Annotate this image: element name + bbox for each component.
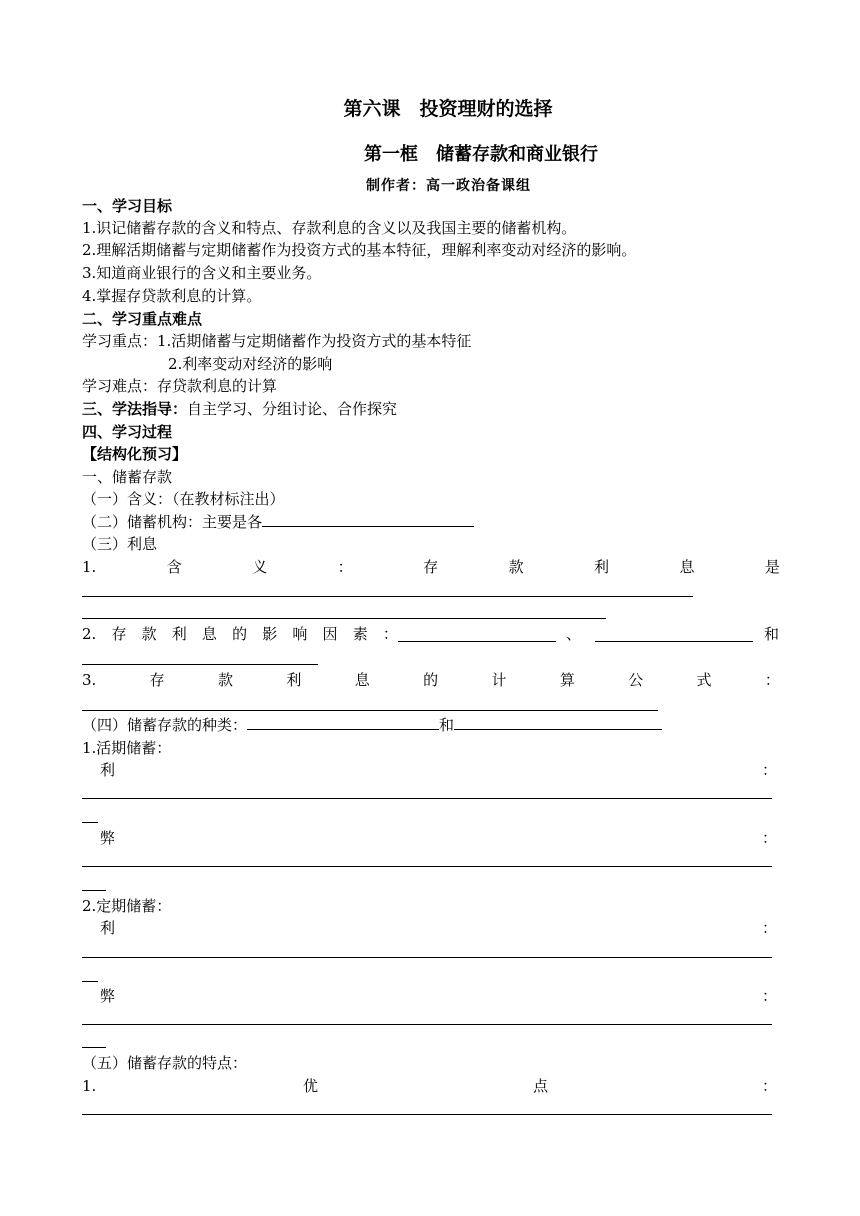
author-line: 制作者：高一政治备课组 — [366, 178, 531, 194]
char: 公 — [628, 671, 644, 689]
char: 因 — [322, 625, 338, 643]
char: 1. — [82, 558, 97, 576]
char: 利 — [171, 625, 187, 643]
answer-blank — [82, 1047, 106, 1048]
answer-blank — [82, 981, 98, 982]
preview-heading: 【结构化预习】 — [82, 445, 188, 463]
answer-blank — [82, 1114, 772, 1115]
char: 响 — [292, 625, 308, 643]
answer-blank — [82, 1024, 772, 1025]
factors-and: 和 — [764, 625, 780, 643]
objective-item: 3.知道商业银行的含义和主要业务。 — [82, 264, 322, 282]
char: ： — [382, 625, 398, 643]
char: 款 — [218, 671, 234, 689]
char: ： — [764, 671, 780, 689]
demand-deposit-heading: 1.活期储蓄： — [82, 739, 172, 757]
char: 息 — [679, 558, 695, 576]
answer-blank — [82, 866, 772, 867]
difficulty-line: 学习难点：存贷款利息的计算 — [82, 377, 278, 395]
char: 的 — [232, 625, 248, 643]
objectives-heading: 一、学习目标 — [82, 197, 173, 215]
answer-blank — [595, 641, 753, 642]
keypoints-heading: 二、学习重点难点 — [82, 310, 203, 328]
merits-char: 优 — [303, 1077, 319, 1095]
char: 的 — [423, 671, 439, 689]
focus-item-1: 1.活期储蓄与定期储蓄作为投资方式的基本特征 — [157, 332, 472, 350]
merits-char: 点 — [533, 1077, 549, 1095]
con-label: 弊 — [100, 829, 116, 847]
char: 义 — [252, 558, 268, 576]
char: 存 — [149, 671, 165, 689]
factors-separator: 、 — [566, 625, 582, 643]
types-blank — [247, 715, 439, 730]
char: ： — [337, 558, 353, 576]
answer-blank — [82, 710, 658, 711]
char: 存 — [111, 625, 127, 643]
lesson-title: 第六课 投资理财的选择 — [343, 98, 553, 120]
char: 款 — [508, 558, 524, 576]
focus-item-2: 2.利率变动对经济的影响 — [168, 355, 333, 373]
fixed-deposit-heading: 2.定期储蓄： — [82, 897, 172, 915]
char: 式 — [696, 671, 712, 689]
char: 影 — [262, 625, 278, 643]
section-subtitle: 第一框 储蓄存款和商业银行 — [364, 144, 598, 165]
char: 息 — [201, 625, 217, 643]
objective-item: 2.理解活期储蓄与定期储蓄作为投资方式的基本特征，理解利率变动对经济的影响。 — [82, 241, 637, 259]
answer-blank — [82, 618, 606, 619]
method-text: 自主学习、分组讨论、合作探究 — [187, 400, 398, 418]
char: 3. — [82, 671, 97, 689]
answer-blank — [82, 822, 98, 823]
objective-item: 4.掌握存贷款利息的计算。 — [82, 287, 262, 305]
colon: ： — [762, 1077, 778, 1095]
con-label: 弊 — [100, 987, 116, 1005]
interest-heading: （三）利息 — [82, 535, 158, 553]
char: 款 — [141, 625, 157, 643]
char: 计 — [491, 671, 507, 689]
features-heading: （五）储蓄存款的特点： — [82, 1054, 248, 1072]
types-blank — [454, 715, 662, 730]
institution-blank — [262, 512, 474, 527]
char: 息 — [354, 671, 370, 689]
interest-definition-line — [82, 557, 780, 577]
answer-blank — [82, 664, 318, 665]
method-line — [82, 399, 397, 419]
savings-heading: 一、储蓄存款 — [82, 468, 173, 486]
focus-label: 学习重点： — [82, 332, 158, 350]
char: 利 — [286, 671, 302, 689]
formula-line — [82, 670, 780, 690]
char: 是 — [764, 558, 780, 576]
answer-blank — [82, 596, 693, 597]
answer-blank — [398, 641, 556, 642]
meaning-line: （一）含义：（在教材标注出） — [82, 490, 285, 508]
institution-label: （二）储蓄机构：主要是各 — [82, 513, 263, 531]
char: 2. — [82, 625, 97, 643]
answer-blank — [82, 890, 106, 891]
char: 素 — [352, 625, 368, 643]
method-label: 三、学法指导： — [82, 400, 188, 418]
factors-line — [82, 624, 398, 644]
colon: ： — [762, 987, 778, 1005]
char: 算 — [559, 671, 575, 689]
institution-line — [82, 512, 474, 532]
types-and: 和 — [439, 716, 455, 734]
merits-line: 1. — [82, 1077, 97, 1095]
answer-blank — [82, 957, 772, 958]
char: 含 — [166, 558, 182, 576]
answer-blank — [82, 798, 772, 799]
focus-line — [82, 331, 471, 351]
char: 利 — [594, 558, 610, 576]
colon: ： — [762, 761, 778, 779]
objective-item: 1.识记储蓄存款的含义和特点、存款利息的含义以及我国主要的储蓄机构。 — [82, 219, 577, 237]
process-heading: 四、学习过程 — [82, 423, 173, 441]
types-label: （四）储蓄存款的种类： — [82, 716, 248, 734]
types-line — [82, 715, 662, 735]
pro-label: 利 — [100, 761, 116, 779]
colon: ： — [762, 919, 778, 937]
pro-label: 利 — [100, 919, 116, 937]
colon: ： — [762, 829, 778, 847]
char: 存 — [423, 558, 439, 576]
